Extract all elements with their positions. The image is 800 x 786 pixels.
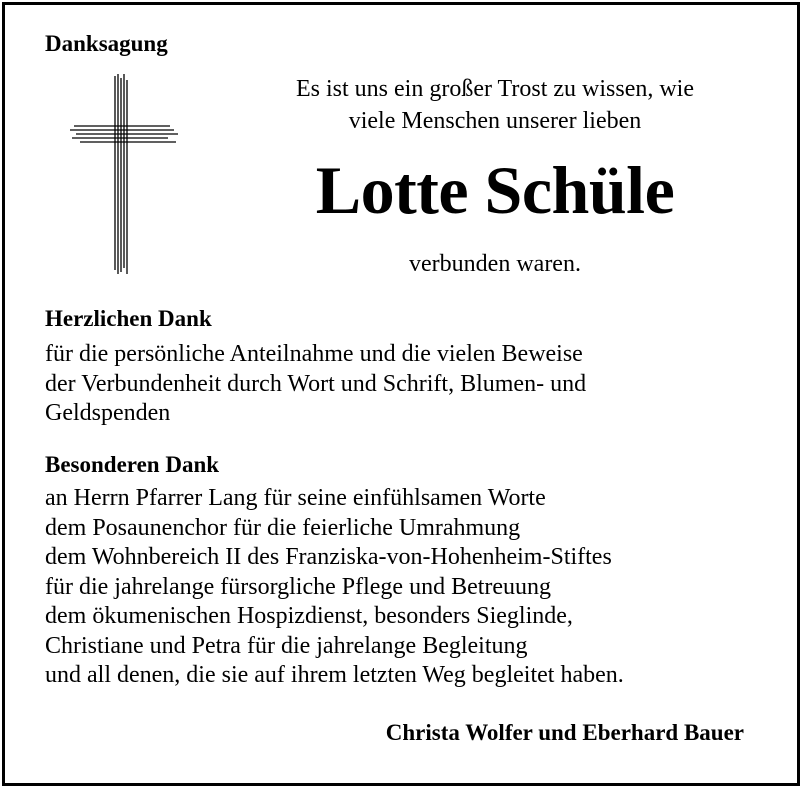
section2-line: dem ökumenischen Hospizdienst, besonders Sieglinde, [45,603,573,629]
section1-heading: Herzlichen Dank [45,306,212,331]
section2-line: und all denen, die sie auf ihrem letzten Weg begleitet haben. [45,662,624,688]
section2-heading: Besonderen Dank [45,452,220,477]
section2-line: dem Wohnbereich II des Franziska-von-Hohenheim-Stiftes [45,544,612,570]
intro-after: verbunden waren. [409,251,581,277]
section1-line: Geldspenden [45,400,171,426]
intro-line-2: viele Menschen unserer lieben [348,108,642,134]
section2-line: für die jahrelange fürsorgliche Pflege und Betreuung [45,573,552,600]
deceased-name: Lotte Schüle [315,152,675,228]
section2-line: dem Posaunenchor für die feierliche Umrahmung [45,514,521,541]
section2-line: an Herrn Pfarrer Lang für seine einfühlsamen Worte [45,485,546,511]
cross-icon [70,74,178,274]
section1-line: der Verbundenheit durch Wort und Schrift, Blumen- und [45,370,587,397]
intro-line-1: Es ist uns ein großer Trost zu wissen, wie [296,76,694,102]
section1-line: für die persönliche Anteilnahme und die vielen Beweise [45,341,583,367]
section1-body [45,340,586,429]
notice-title: Danksagung [45,31,168,56]
section2-body [45,484,624,691]
section2-line: Christiane und Petra für die jahrelange Begleitung [45,632,528,659]
signature: Christa Wolfer und Eberhard Bauer [385,720,744,745]
